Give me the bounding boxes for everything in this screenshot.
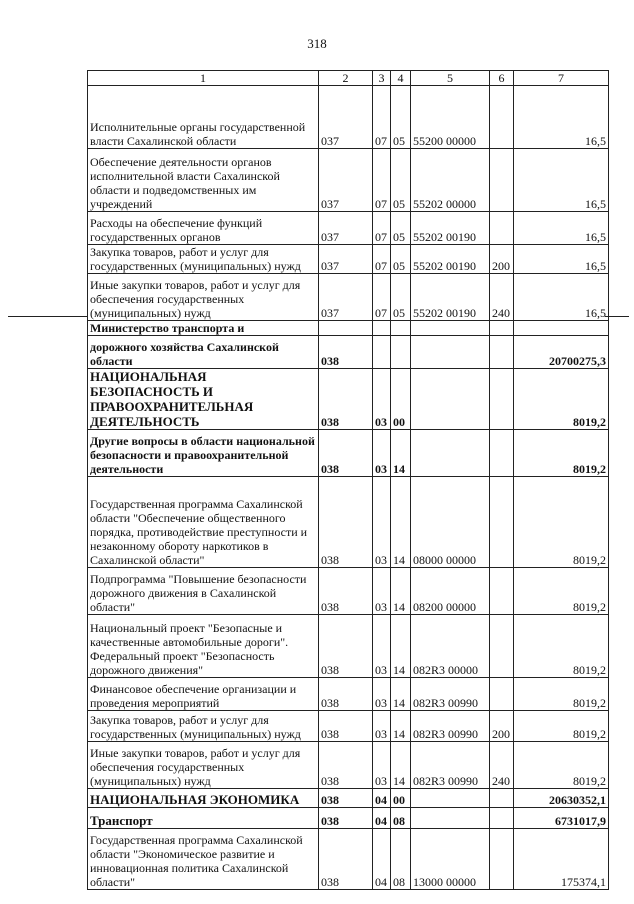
row-target-article: 55202 00000 xyxy=(411,149,490,212)
row-ved-code: 038 xyxy=(319,430,373,477)
row-ved-code: 037 xyxy=(319,149,373,212)
row-subsection: 05 xyxy=(391,212,411,245)
table-row xyxy=(88,711,609,742)
row-target-article: 082R3 00000 xyxy=(411,615,490,678)
row-amount: 8019,2 xyxy=(514,568,609,615)
row-target-article xyxy=(411,789,490,808)
row-name: Государственная программа Сахалинской области "Обеспечение общественного порядка, противодействие преступности и незаконному обороту наркотиков в Сахалинской области" xyxy=(88,477,319,568)
table-row xyxy=(88,274,609,321)
row-name: Подпрограмма "Повышение безопасности дорожного движения в Сахалинской области" xyxy=(88,568,319,615)
row-section xyxy=(373,336,391,369)
row-target-article xyxy=(411,808,490,829)
column-header: 6 xyxy=(490,71,514,86)
row-expense-type xyxy=(490,336,514,369)
column-header: 7 xyxy=(514,71,609,86)
row-subsection: 14 xyxy=(391,711,411,742)
row-ved-code: 037 xyxy=(319,245,373,274)
row-expense-type xyxy=(490,615,514,678)
row-name: Национальный проект "Безопасные и качественные автомобильные дороги". Федеральный проект "Безопасность дорожного движения" xyxy=(88,615,319,678)
row-ved-code: 037 xyxy=(319,212,373,245)
row-subsection: 05 xyxy=(391,149,411,212)
column-header: 3 xyxy=(373,71,391,86)
row-subsection xyxy=(391,336,411,369)
row-name: Государственная программа Сахалинской области "Экономическое развитие и инновационная политика Сахалинской области" xyxy=(88,829,319,890)
row-expense-type xyxy=(490,808,514,829)
row-subsection: 00 xyxy=(391,789,411,808)
budget-table xyxy=(87,70,609,890)
row-section: 03 xyxy=(373,369,391,430)
table-row xyxy=(88,245,609,274)
row-expense-type xyxy=(490,212,514,245)
row-amount: 8019,2 xyxy=(514,711,609,742)
row-ved-code: 037 xyxy=(319,274,373,321)
row-amount: 8019,2 xyxy=(514,678,609,711)
row-section: 07 xyxy=(373,149,391,212)
row-ved-code: 038 xyxy=(319,829,373,890)
row-expense-type: 240 xyxy=(490,274,514,321)
row-expense-type xyxy=(490,86,514,149)
row-section: 03 xyxy=(373,742,391,789)
row-ved-code: 038 xyxy=(319,568,373,615)
column-header: 2 xyxy=(319,71,373,86)
row-expense-type xyxy=(490,369,514,430)
row-name: НАЦИОНАЛЬНАЯ ЭКОНОМИКА xyxy=(88,789,319,808)
row-expense-type: 240 xyxy=(490,742,514,789)
row-ved-code: 037 xyxy=(319,86,373,149)
row-amount: 16,5 xyxy=(514,274,609,321)
row-name: НАЦИОНАЛЬНАЯ БЕЗОПАСНОСТЬ И ПРАВООХРАНИТЕЛЬНАЯ ДЕЯТЕЛЬНОСТЬ xyxy=(88,369,319,430)
row-name: Транспорт xyxy=(88,808,319,829)
page-number: 318 xyxy=(307,36,327,51)
row-amount: 8019,2 xyxy=(514,369,609,430)
row-target-article: 55200 00000 xyxy=(411,86,490,149)
row-section: 04 xyxy=(373,829,391,890)
row-section: 07 xyxy=(373,274,391,321)
row-ved-code: 038 xyxy=(319,336,373,369)
row-target-article: 55202 00190 xyxy=(411,245,490,274)
table-row xyxy=(88,477,609,568)
table-row xyxy=(88,742,609,789)
row-target-article xyxy=(411,430,490,477)
row-target-article: 55202 00190 xyxy=(411,274,490,321)
row-section: 03 xyxy=(373,711,391,742)
row-name: Иные закупки товаров, работ и услуг для обеспечения государственных (муниципальных) нужд xyxy=(88,274,319,321)
row-expense-type xyxy=(490,477,514,568)
row-target-article: 082R3 00990 xyxy=(411,678,490,711)
row-ved-code: 038 xyxy=(319,808,373,829)
row-name: Финансовое обеспечение организации и проведения мероприятий xyxy=(88,678,319,711)
row-subsection: 05 xyxy=(391,245,411,274)
row-expense-type xyxy=(490,829,514,890)
table-row xyxy=(88,212,609,245)
row-subsection: 05 xyxy=(391,86,411,149)
row-name: Закупка товаров, работ и услуг для государственных (муниципальных) нужд xyxy=(88,245,319,274)
row-expense-type xyxy=(490,789,514,808)
row-section: 04 xyxy=(373,808,391,829)
column-header: 5 xyxy=(411,71,490,86)
row-target-article: 55202 00190 xyxy=(411,212,490,245)
row-section: 03 xyxy=(373,568,391,615)
row-target-article: 08200 00000 xyxy=(411,568,490,615)
row-subsection: 08 xyxy=(391,808,411,829)
row-amount xyxy=(514,321,609,336)
row-amount: 175374,1 xyxy=(514,829,609,890)
row-subsection: 14 xyxy=(391,430,411,477)
row-section: 03 xyxy=(373,678,391,711)
row-ved-code: 038 xyxy=(319,615,373,678)
row-subsection: 14 xyxy=(391,678,411,711)
row-expense-type xyxy=(490,430,514,477)
row-name: Исполнительные органы государственной власти Сахалинской области xyxy=(88,86,319,149)
row-expense-type xyxy=(490,149,514,212)
row-ved-code: 038 xyxy=(319,789,373,808)
row-expense-type xyxy=(490,321,514,336)
row-target-article xyxy=(411,369,490,430)
row-amount: 16,5 xyxy=(514,212,609,245)
row-amount: 16,5 xyxy=(514,245,609,274)
row-section: 03 xyxy=(373,430,391,477)
table-row xyxy=(88,321,609,336)
row-section: 07 xyxy=(373,86,391,149)
row-name: Министерство транспорта и xyxy=(88,321,319,336)
row-target-article: 082R3 00990 xyxy=(411,742,490,789)
table-row xyxy=(88,369,609,430)
row-target-article: 082R3 00990 xyxy=(411,711,490,742)
row-target-article xyxy=(411,336,490,369)
row-amount: 16,5 xyxy=(514,86,609,149)
column-header: 4 xyxy=(391,71,411,86)
row-amount: 8019,2 xyxy=(514,430,609,477)
row-subsection: 05 xyxy=(391,274,411,321)
row-amount: 8019,2 xyxy=(514,477,609,568)
row-subsection: 14 xyxy=(391,568,411,615)
row-expense-type: 200 xyxy=(490,711,514,742)
row-section xyxy=(373,321,391,336)
row-subsection: 14 xyxy=(391,742,411,789)
row-name: Расходы на обеспечение функций государственных органов xyxy=(88,212,319,245)
row-amount: 20630352,1 xyxy=(514,789,609,808)
row-ved-code: 038 xyxy=(319,742,373,789)
row-amount: 8019,2 xyxy=(514,742,609,789)
table-row xyxy=(88,789,609,808)
table-row xyxy=(88,678,609,711)
row-target-article: 08000 00000 xyxy=(411,477,490,568)
table-row xyxy=(88,808,609,829)
row-ved-code xyxy=(319,321,373,336)
row-ved-code: 038 xyxy=(319,711,373,742)
row-target-article: 13000 00000 xyxy=(411,829,490,890)
row-target-article xyxy=(411,321,490,336)
table-body xyxy=(88,86,609,890)
table-row xyxy=(88,336,609,369)
row-section: 04 xyxy=(373,789,391,808)
row-name: Обеспечение деятельности органов исполнительной власти Сахалинской области и подведомственных им учреждений xyxy=(88,149,319,212)
row-expense-type: 200 xyxy=(490,245,514,274)
row-subsection: 08 xyxy=(391,829,411,890)
row-amount: 8019,2 xyxy=(514,615,609,678)
row-subsection xyxy=(391,321,411,336)
row-expense-type xyxy=(490,568,514,615)
row-ved-code: 038 xyxy=(319,369,373,430)
row-subsection: 14 xyxy=(391,615,411,678)
row-subsection: 14 xyxy=(391,477,411,568)
row-name: дорожного хозяйства Сахалинской области xyxy=(88,336,319,369)
row-expense-type xyxy=(490,678,514,711)
table-row xyxy=(88,430,609,477)
row-name: Иные закупки товаров, работ и услуг для обеспечения государственных (муниципальных) нужд xyxy=(88,742,319,789)
separator-line-left xyxy=(8,316,88,317)
row-amount: 20700275,3 xyxy=(514,336,609,369)
row-ved-code: 038 xyxy=(319,477,373,568)
column-header-row xyxy=(88,71,609,86)
table-row xyxy=(88,615,609,678)
row-section: 03 xyxy=(373,477,391,568)
row-section: 03 xyxy=(373,615,391,678)
column-header: 1 xyxy=(88,71,319,86)
table-row xyxy=(88,149,609,212)
table-row xyxy=(88,86,609,149)
table-row xyxy=(88,829,609,890)
row-name: Закупка товаров, работ и услуг для государственных (муниципальных) нужд xyxy=(88,711,319,742)
row-subsection: 00 xyxy=(391,369,411,430)
row-section: 07 xyxy=(373,212,391,245)
row-section: 07 xyxy=(373,245,391,274)
row-ved-code: 038 xyxy=(319,678,373,711)
row-name: Другие вопросы в области национальной безопасности и правоохранительной деятельности xyxy=(88,430,319,477)
row-amount: 16,5 xyxy=(514,149,609,212)
table-row xyxy=(88,568,609,615)
row-amount: 6731017,9 xyxy=(514,808,609,829)
